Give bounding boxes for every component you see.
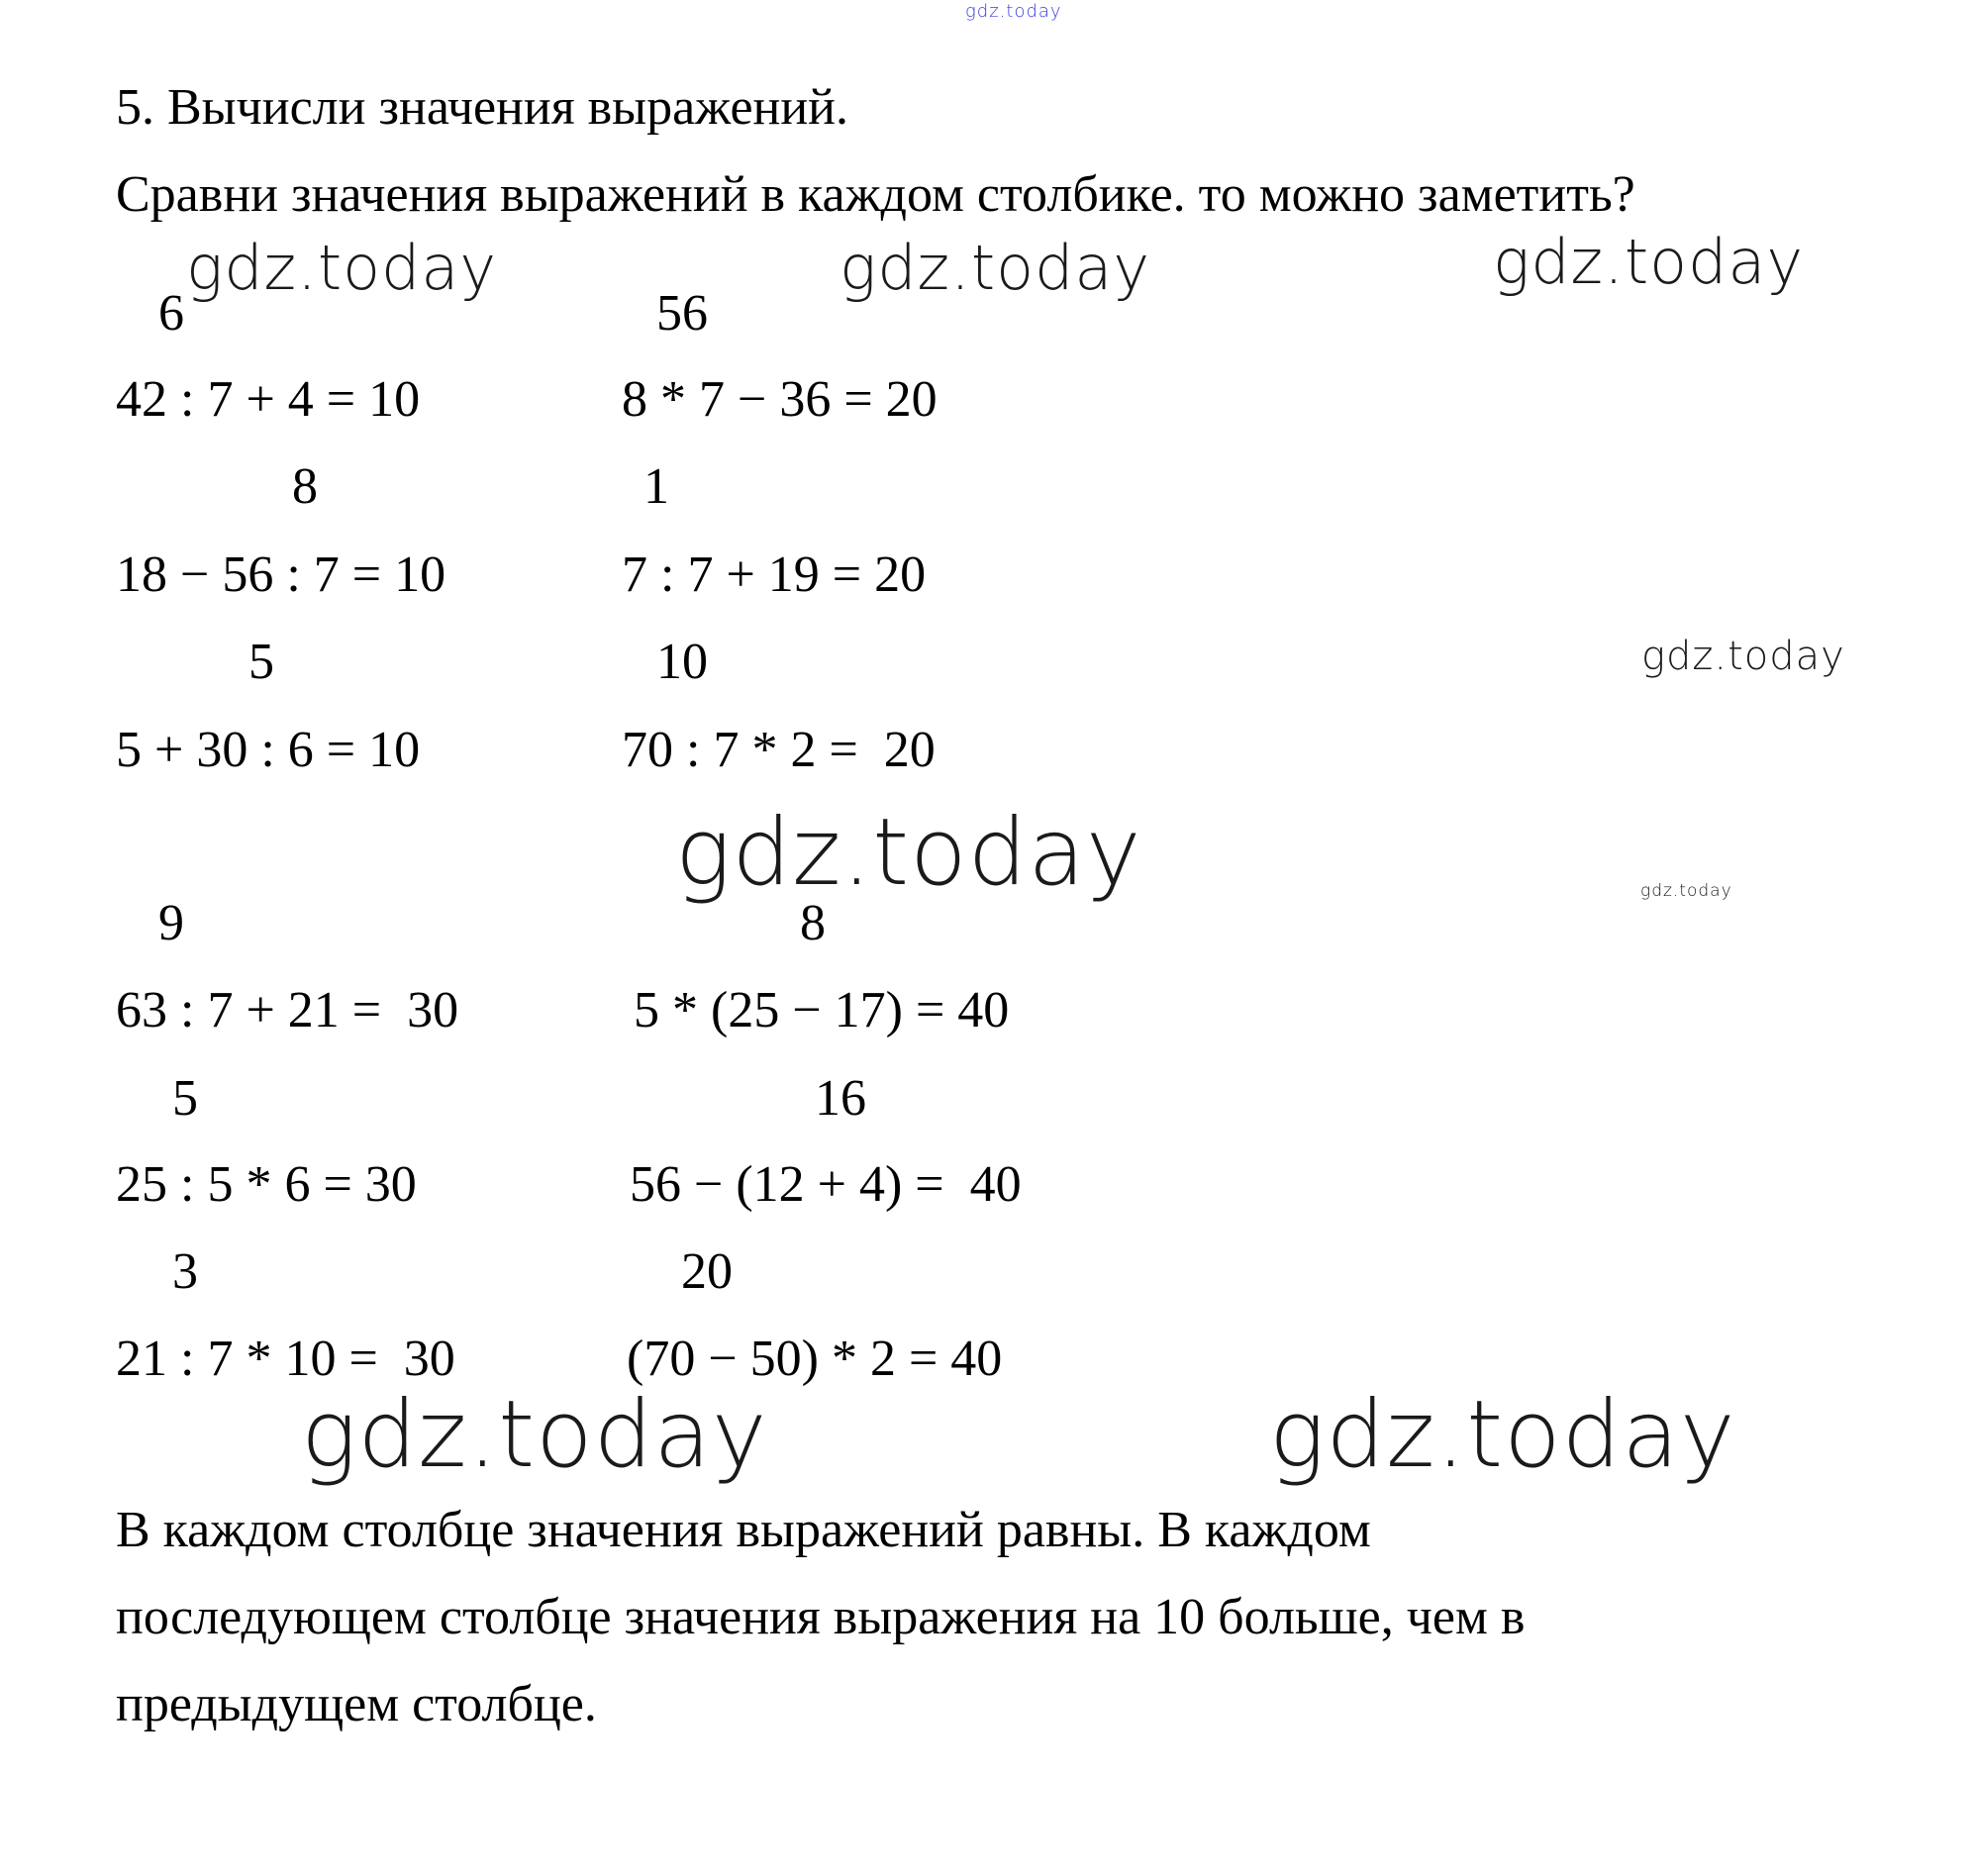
conclusion-line: В каждом столбце значения выражений равны. В каждом [116,1502,1371,1558]
expression: 21 : 7 * 10 = 30 [116,1331,455,1387]
hint: 9 [158,895,184,951]
watermark-top: gdz.today [965,1,1062,22]
hint: 1 [643,458,669,515]
expression: 70 : 7 * 2 = 20 [622,722,936,778]
watermark-2: gdz.today [839,232,1151,304]
expression: 25 : 5 * 6 = 30 [116,1156,417,1213]
expression: 7 : 7 + 19 = 20 [622,546,927,603]
expression: 8 * 7 − 36 = 20 [622,371,938,428]
expression: 5 + 30 : 6 = 10 [116,722,421,778]
hint: 56 [656,285,708,342]
hint: 8 [292,458,318,515]
conclusion-line: последующем столбце значения выражения на 10 больше, чем в [116,1589,1526,1645]
task-question: Сравни значения выражений в каждом столбике. то можно заметить? [116,166,1635,223]
hint: 10 [656,634,708,690]
task-title: 5. Вычисли значения выражений. [116,79,849,136]
watermark-6: gdz.today [1640,881,1732,901]
expression: 5 * (25 − 17) = 40 [634,982,1010,1038]
hint: 8 [800,895,826,951]
hint: 5 [248,634,274,690]
expression: 42 : 7 + 4 = 10 [116,371,421,428]
expression: 18 − 56 : 7 = 10 [116,546,446,603]
watermark-5: gdz.today [675,799,1142,907]
hint: 16 [815,1070,866,1127]
watermark-7: gdz.today [301,1381,768,1489]
hint: 6 [158,285,184,342]
hint: 20 [681,1243,733,1300]
watermark-3: gdz.today [1493,226,1805,298]
expression: 56 − (12 + 4) = 40 [630,1156,1022,1213]
watermark-4: gdz.today [1641,634,1845,679]
watermark-8: gdz.today [1269,1381,1736,1489]
hint: 3 [172,1243,198,1300]
watermark-1: gdz.today [186,232,498,304]
expression: (70 − 50) * 2 = 40 [627,1331,1003,1387]
expression: 63 : 7 + 21 = 30 [116,982,459,1038]
hint: 5 [172,1070,198,1127]
conclusion-line: предыдущем столбце. [116,1676,597,1732]
